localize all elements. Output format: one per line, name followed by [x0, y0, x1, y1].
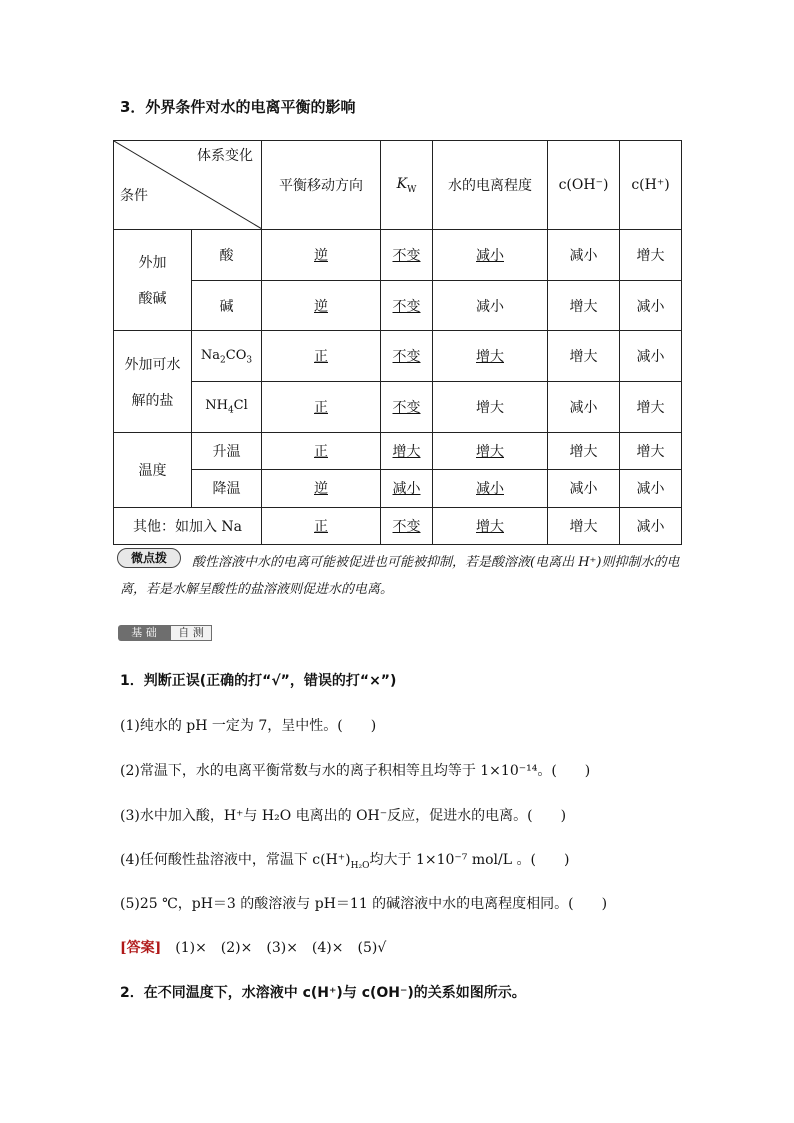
ionization-cell: 增大 — [433, 382, 548, 433]
answer-line — [120, 937, 386, 957]
ionization-cell: 减小 — [476, 247, 504, 264]
direction-cell: 逆 — [314, 247, 328, 264]
oh-cell: 增大 — [548, 331, 620, 382]
table-row — [114, 280, 682, 331]
table-header-row — [114, 141, 682, 230]
table-row — [114, 470, 682, 507]
group-acid-base: 外加 酸碱 — [114, 230, 192, 331]
question-1-item-1: (1)纯水的 pH 一定为 7，呈中性。( ) — [120, 718, 377, 734]
note-badge: 微点拨 — [117, 548, 181, 568]
ionization-cell: 减小 — [476, 481, 504, 498]
question-1-title: 1．判断正误(正确的打“√”，错误的打“×”) — [120, 673, 397, 689]
direction-cell: 正 — [314, 518, 328, 535]
h-cell: 减小 — [620, 331, 682, 382]
h-cell: 减小 — [620, 507, 682, 544]
direction-cell: 逆 — [314, 481, 328, 498]
equilibrium-table — [113, 140, 682, 545]
direction-cell: 正 — [314, 349, 328, 366]
direction-cell: 逆 — [314, 298, 328, 315]
answer-label: [答案] — [120, 940, 162, 956]
cond-base: 碱 — [192, 280, 262, 331]
cond-nh4cl: $NH_4Cl$ — [192, 382, 262, 433]
ionization-cell: 增大 — [476, 349, 504, 366]
oh-cell: 增大 — [548, 507, 620, 544]
table-row — [114, 331, 682, 382]
table-row — [114, 230, 682, 281]
h-cell: 减小 — [620, 280, 682, 331]
oh-cell: 增大 — [548, 432, 620, 469]
header-ionization: 水的电离程度 — [433, 141, 548, 230]
kw-cell: 不变 — [392, 400, 421, 417]
question-2-title: 2．在不同温度下，水溶液中 c(H⁺)与 c(OH⁻)的关系如图所示。 — [120, 985, 526, 1001]
kw-cell: 增大 — [392, 444, 421, 461]
question-1-item-5: (5)25 ℃，pH＝3 的酸溶液与 pH＝11 的碱溶液中水的电离程度相同。( ) — [120, 896, 608, 912]
oh-cell: 增大 — [548, 280, 620, 331]
question-1-item-4: (4)任何酸性盐溶液中，常温下 $c(H^+)_{H_2O}$均大于 1×10⁻⁷ mol/L 。( ) — [120, 852, 570, 871]
h-cell: 增大 — [620, 382, 682, 433]
oh-cell: 减小 — [548, 230, 620, 281]
direction-cell: 正 — [314, 400, 328, 417]
oh-cell: 减小 — [548, 382, 620, 433]
question-1-item-2: (2)常温下，水的电离平衡常数与水的离子积相等且均等于 1×10⁻¹⁴。( ) — [120, 763, 591, 779]
kw-cell: 不变 — [392, 298, 421, 315]
self-test-label — [118, 625, 210, 641]
ionization-cell: 增大 — [476, 444, 504, 461]
header-direction: 平衡移动方向 — [262, 141, 381, 230]
header-kw: $K_W$ — [381, 141, 433, 230]
kw-cell: 减小 — [392, 481, 421, 498]
self-test-left: 基 础 — [118, 625, 170, 641]
diagonal-header-cell — [114, 141, 262, 230]
table-row — [114, 507, 682, 544]
cond-cool: 降温 — [192, 470, 262, 507]
header-condition: 条件 — [120, 188, 148, 204]
h-cell: 增大 — [620, 230, 682, 281]
note-text: 酸性溶液中水的电离可能被促进也可能被抑制，若是酸溶液(电离出 H⁺)则抑制水的电离，若是水解呈酸性的盐溶液则促进水的电离。 — [120, 555, 680, 597]
header-c-oh: c(OH⁻) — [548, 141, 620, 230]
oh-cell: 减小 — [548, 470, 620, 507]
kw-cell: 不变 — [392, 247, 421, 264]
kw-cell: 不变 — [392, 518, 421, 535]
h-cell: 减小 — [620, 470, 682, 507]
question-1-item-3: (3)水中加入酸，H⁺与 H₂O 电离出的 OH⁻反应，促进水的电离。( ) — [120, 808, 567, 824]
group-temperature: 温度 — [114, 432, 192, 507]
self-test-right: 自 测 — [170, 625, 212, 641]
cond-na2co3: $Na_2CO_3$ — [192, 331, 262, 382]
group-other: 其他：如加入 Na — [114, 507, 262, 544]
section-title: 3．外界条件对水的电离平衡的影响 — [120, 98, 356, 116]
table-row — [114, 382, 682, 433]
cond-heat: 升温 — [192, 432, 262, 469]
direction-cell: 正 — [314, 444, 328, 461]
ionization-cell: 减小 — [433, 280, 548, 331]
header-system-change: 体系变化 — [197, 148, 253, 164]
group-salt: 外加可水 解的盐 — [114, 331, 192, 432]
answer-text: (1)× (2)× (3)× (4)× (5)√ — [175, 940, 387, 956]
h-cell: 增大 — [620, 432, 682, 469]
table-row — [114, 432, 682, 469]
header-c-h: c(H⁺) — [620, 141, 682, 230]
cond-acid: 酸 — [192, 230, 262, 281]
ionization-cell: 增大 — [476, 518, 504, 535]
kw-cell: 不变 — [392, 349, 421, 366]
